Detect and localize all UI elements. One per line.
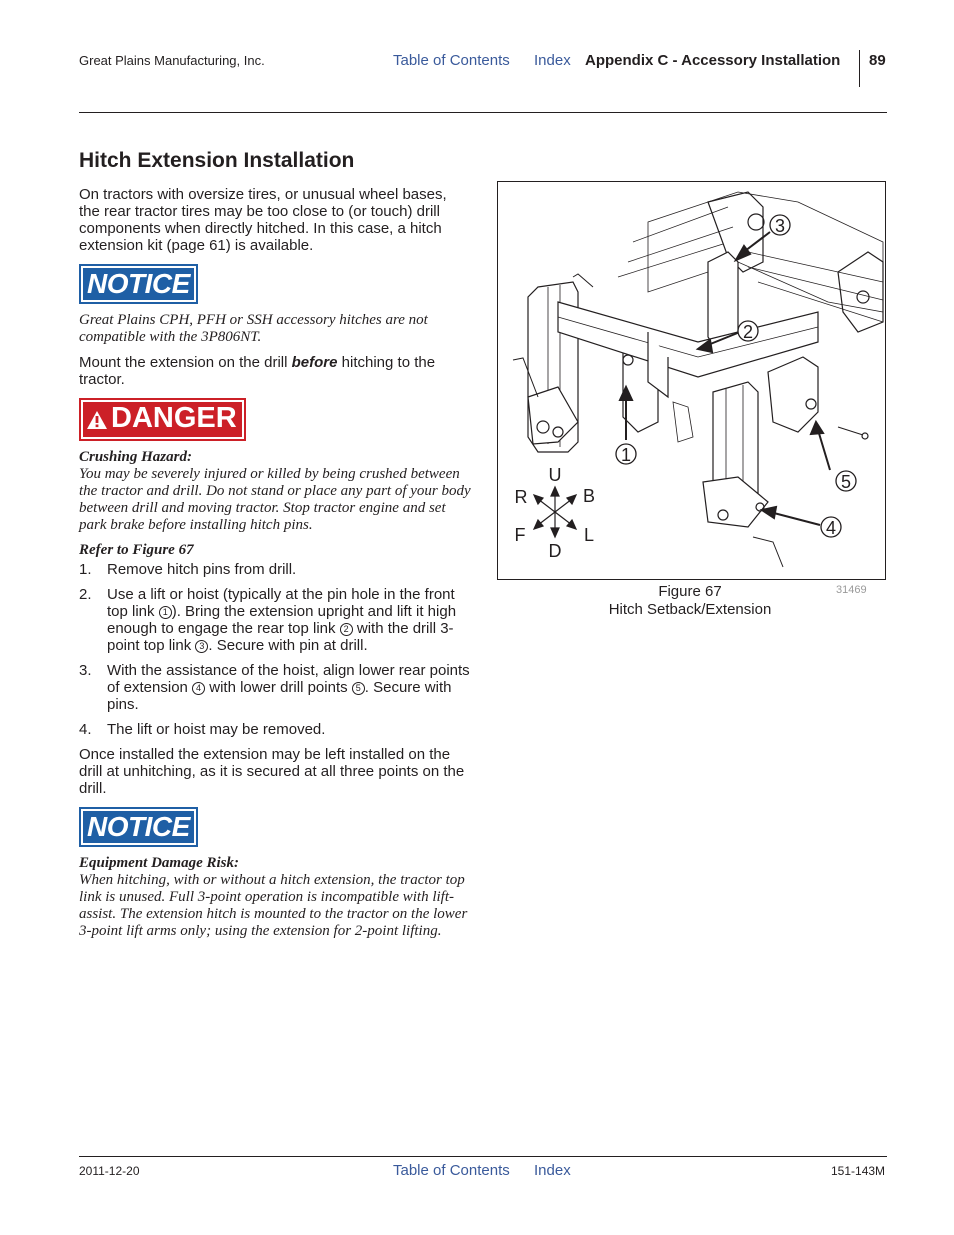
callout-3 xyxy=(770,215,790,236)
footer-date: 2011-12-20 xyxy=(79,1164,140,1178)
svg-text:U: U xyxy=(548,465,562,485)
callout-4 xyxy=(821,517,841,538)
header-divider xyxy=(859,50,860,87)
danger-heading: Crushing Hazard: xyxy=(79,449,192,465)
header-toc-link[interactable]: Table of Contents xyxy=(393,52,510,69)
svg-text:4: 4 xyxy=(825,518,837,538)
callout-ref: 3 xyxy=(195,640,208,653)
mount-paragraph xyxy=(79,354,471,388)
figure-image-id: 31469 xyxy=(836,584,867,596)
page-number: 89 xyxy=(869,52,886,69)
footer-rule xyxy=(79,1156,887,1157)
danger-badge xyxy=(81,400,244,439)
figure-caption xyxy=(560,583,820,619)
after-paragraph: Once installed the extension may be left installed on the drill at unhitching, as it is secured at all three points on the drill. xyxy=(79,746,465,797)
page-title: Hitch Extension Installation xyxy=(79,149,355,172)
section-title: Appendix C - Accessory Installation xyxy=(585,52,841,69)
mount-pre: Mount the extension on the drill xyxy=(79,354,292,371)
notice-text: Great Plains CPH, PFH or SSH accessory hitches are not compatible with the 3P806NT. xyxy=(79,312,428,345)
figure-reference: Refer to Figure 67 xyxy=(79,542,194,558)
hitch-illustration xyxy=(498,182,885,579)
header-rule xyxy=(79,112,887,113)
footer-index-link[interactable]: Index xyxy=(534,1162,571,1179)
callout-2 xyxy=(738,321,758,342)
callout-ref: 2 xyxy=(340,623,353,636)
figure-number: Figure 67 xyxy=(658,583,722,600)
svg-text:F: F xyxy=(514,525,526,545)
step-item: 1. Remove hitch pins from drill. xyxy=(79,561,297,578)
callout-ref: 4 xyxy=(192,682,205,695)
svg-text:R: R xyxy=(514,487,528,507)
warning-triangle-icon xyxy=(86,406,108,436)
danger-text: You may be severely injured or killed by being crushed between the tractor and drill. Do not stand or place any part of your body between drill and moving tractor. Stop tractor engine and set park brake before installing hitch pins. xyxy=(79,466,471,533)
main-column xyxy=(79,148,471,948)
svg-text:5: 5 xyxy=(840,472,852,492)
mount-post: hitching to the tractor. xyxy=(79,354,436,388)
callout-1 xyxy=(616,444,636,465)
svg-text:D: D xyxy=(548,541,562,561)
danger-label: DANGER xyxy=(111,402,237,434)
svg-text:B: B xyxy=(582,486,596,506)
callout-ref: 1 xyxy=(159,606,172,619)
steps-list xyxy=(79,561,471,738)
mount-emphasis: before xyxy=(291,354,338,371)
svg-text:1: 1 xyxy=(620,445,632,465)
callout-5 xyxy=(836,471,856,492)
figure-title: Hitch Setback/Extension xyxy=(608,601,772,618)
callout-ref: 5 xyxy=(352,682,365,695)
svg-text:3: 3 xyxy=(774,216,786,236)
footer-toc-link[interactable]: Table of Contents xyxy=(393,1162,510,1179)
step-item: 4. The lift or hoist may be removed. xyxy=(79,721,326,738)
notice-badge-2: NOTICE xyxy=(81,809,196,845)
intro-paragraph: On tractors with oversize tires, or unusual wheel bases, the rear tractor tires may be too close to (or touch) drill components when directly hitched. In this case, a hitch extension kit (page 61) is available. xyxy=(79,186,447,254)
document-number: 151-143M xyxy=(831,1164,886,1178)
notice-text-2: When hitching, with or without a hitch extension, the tractor top link is unused. Full 3-point operation is incompatible with lift-assist. The extension hitch is mounted to the tractor on the lower 3-point lift arms only; using the extension for 2-point lifting. xyxy=(79,872,468,939)
company-name: Great Plains Manufacturing, Inc. xyxy=(79,53,265,68)
notice-heading: Equipment Damage Risk: xyxy=(79,855,240,871)
svg-text:2: 2 xyxy=(742,322,754,342)
header-index-link[interactable]: Index xyxy=(534,52,571,69)
figure-67 xyxy=(497,181,886,580)
notice-badge: NOTICE xyxy=(81,266,196,302)
svg-text:L: L xyxy=(583,525,595,545)
step-item: 3. With the assistance of the hoist, align lower rear points of extension 4 with lower drill points 5 . Secure with pins. xyxy=(79,662,470,713)
direction-compass xyxy=(515,465,596,561)
step-item: 2. Use a lift or hoist (typically at the pin hole in the front top link 1 ). Bring the extension upright and lift it high enough to engage the rear top link 2 with the drill 3-point top link 3 . Secure with pin at drill. xyxy=(79,586,457,654)
